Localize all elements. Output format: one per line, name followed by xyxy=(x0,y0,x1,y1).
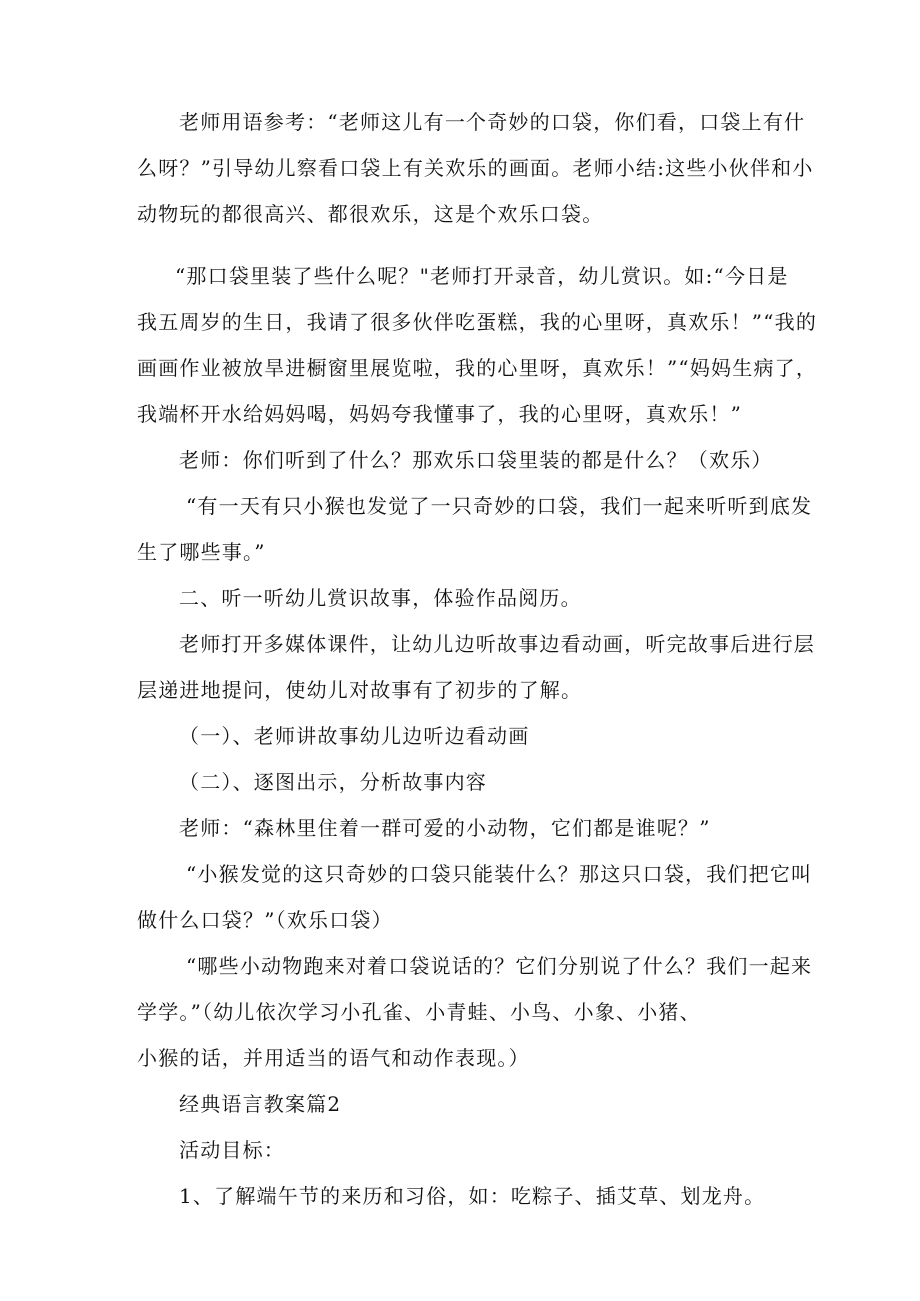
paragraph-line: 生了哪些事。” xyxy=(137,540,266,564)
paragraph-line: 老师用语参考：“老师这儿有一个奇妙的口袋，你们看，口袋上有什 xyxy=(179,110,806,134)
paragraph-line: “小猴发觉的这只奇妙的口袋只能装什么？那这只口袋，我们把它叫 xyxy=(186,862,813,886)
paragraph-line: 么呀？”引导幼儿察看口袋上有关欢乐的画面。老师小结:这些小伙伴和小 xyxy=(137,156,814,180)
subsection-heading: （一）、老师讲故事幼儿边听边看动画 xyxy=(179,724,530,748)
paragraph-line: 我端杯开水给妈妈喝，妈妈夸我懂事了，我的心里呀，真欢乐！” xyxy=(137,402,743,426)
paragraph-line: 层递进地提问，使幼儿对故事有了初步的了解。 xyxy=(137,678,583,702)
paragraph-line: 老师：你们听到了什么？那欢乐口袋里装的都是什么？（欢乐） xyxy=(179,448,773,472)
paragraph-line: 老师：“森林里住着一群可爱的小动物，它们都是谁呢？” xyxy=(179,816,711,840)
section-heading: 经典语言教案篇2 xyxy=(179,1092,342,1116)
list-item: 1、了解端午节的来历和习俗，如：吃粽子、插艾草、划龙舟。 xyxy=(179,1184,766,1208)
paragraph-line: 老师打开多媒体课件，让幼儿边听故事边看动画，听完故事后进行层 xyxy=(179,632,815,656)
paragraph-line: 动物玩的都很高兴、都很欢乐，这是个欢乐口袋。 xyxy=(137,202,604,226)
paragraph-line: “哪些小动物跑来对着口袋说话的？它们分别说了什么？我们一起来 xyxy=(186,954,813,978)
paragraph-line: 学学。”（幼儿依次学习小孔雀、小青蛙、小鸟、小象、小猪、 xyxy=(137,1000,701,1024)
subsection-heading: （二）、逐图出示，分析故事内容 xyxy=(179,770,487,794)
paragraph-line: 画画作业被放旱进橱窗里展览啦，我的心里呀，真欢乐！”“妈妈生病了， xyxy=(137,356,818,380)
paragraph-line: 我五周岁的生日，我请了很多伙伴吃蛋糕，我的心里呀，真欢乐！”“我的 xyxy=(137,310,818,334)
paragraph-line: “那口袋里装了些什么呢？"老师打开录音，幼儿赏识。如:“今日是 xyxy=(175,264,789,288)
paragraph-line: 小猴的话，并用适当的语气和动作表现。） xyxy=(137,1046,530,1070)
section-heading: 活动目标： xyxy=(179,1138,285,1162)
section-heading: 二、听一听幼儿赏识故事，体验作品阅历。 xyxy=(179,586,582,610)
paragraph-line: 做什么口袋？”（欢乐口袋） xyxy=(137,908,393,932)
paragraph-line: “有一天有只小猴也发觉了一只奇妙的口袋，我们一起来听听到底发 xyxy=(186,494,813,518)
